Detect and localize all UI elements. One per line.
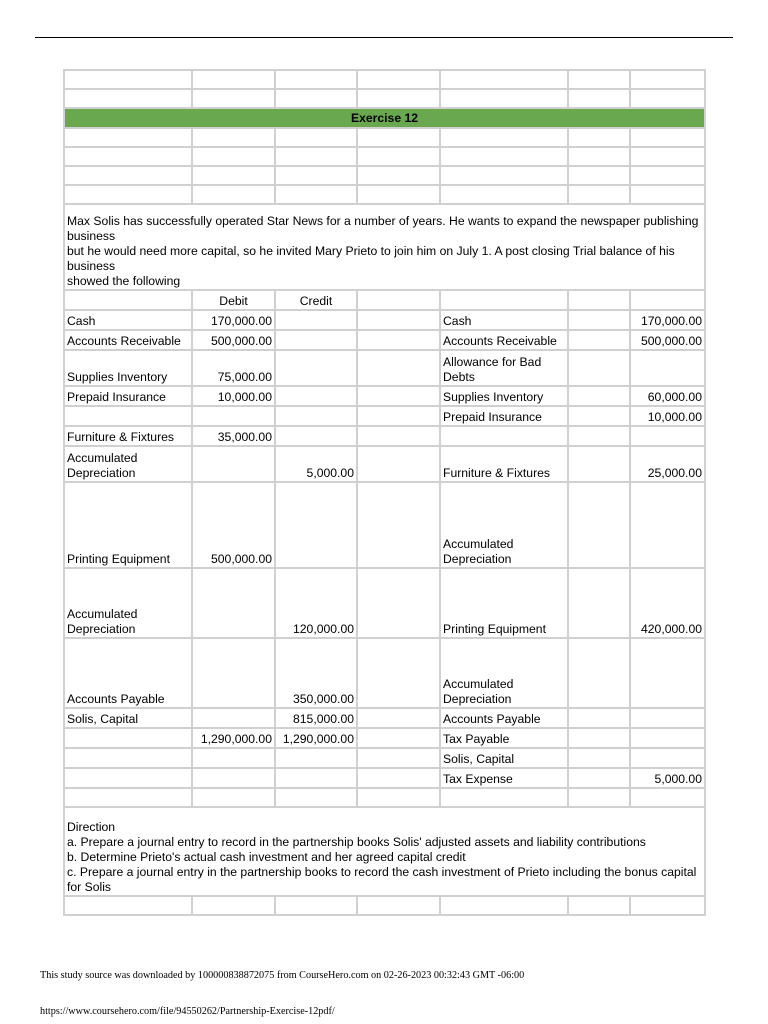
- left-debit-cell[interactable]: [192, 446, 275, 482]
- table-row: [64, 446, 705, 482]
- left-debit-cell[interactable]: 35,000.00: [192, 426, 275, 446]
- right-amount-cell[interactable]: 10,000.00: [630, 406, 705, 426]
- left-account-cell[interactable]: Printing Equipment: [64, 482, 192, 568]
- empty-cell[interactable]: [568, 896, 630, 915]
- table-row: [64, 330, 705, 350]
- empty-cell[interactable]: [568, 166, 630, 185]
- left-debit-cell[interactable]: [192, 638, 275, 708]
- empty-cell[interactable]: [357, 748, 440, 768]
- table-row: [64, 204, 705, 290]
- left-credit-cell[interactable]: 815,000.00: [275, 708, 357, 728]
- left-account-cell[interactable]: Cash: [64, 310, 192, 330]
- empty-cell[interactable]: [568, 788, 630, 807]
- direction-item: a. Prepare a journal entry to record in the partnership books Solis' adjusted assets and liability contributions: [67, 835, 646, 849]
- intro-line: but he would need more capital, so he invited Mary Prieto to join him on July 1. A post closing Trial balance of his business: [67, 244, 675, 273]
- empty-cell[interactable]: [192, 896, 275, 915]
- empty-cell[interactable]: [568, 386, 630, 406]
- empty-cell[interactable]: [568, 446, 630, 482]
- left-credit-cell[interactable]: [275, 386, 357, 406]
- right-account-cell[interactable]: Solis, Capital: [440, 748, 568, 768]
- right-account-cell[interactable]: Accounts Payable: [440, 708, 568, 728]
- empty-cell[interactable]: [64, 896, 192, 915]
- table-row: [64, 748, 705, 768]
- direction-item: b. Determine Prieto's actual cash investment and her agreed capital credit: [67, 850, 466, 864]
- empty-cell[interactable]: [357, 708, 440, 728]
- left-credit-cell[interactable]: 350,000.00: [275, 638, 357, 708]
- empty-cell[interactable]: [630, 166, 705, 185]
- table-row: [64, 386, 705, 406]
- table-row: [64, 708, 705, 728]
- empty-cell[interactable]: [568, 330, 630, 350]
- left-account-cell[interactable]: Accounts Receivable: [64, 330, 192, 350]
- left-account-cell[interactable]: Accounts Payable: [64, 638, 192, 708]
- empty-cell[interactable]: [357, 89, 440, 108]
- top-rule: [35, 37, 733, 38]
- empty-cell[interactable]: [192, 147, 275, 166]
- right-amount-cell[interactable]: 420,000.00: [630, 568, 705, 638]
- empty-cell[interactable]: [357, 638, 440, 708]
- right-amount-cell[interactable]: 500,000.00: [630, 330, 705, 350]
- right-account-cell[interactable]: Accumulated Depreciation: [440, 638, 568, 708]
- right-amount-cell[interactable]: 25,000.00: [630, 446, 705, 482]
- right-amount-cell[interactable]: [630, 482, 705, 568]
- empty-cell[interactable]: [357, 290, 440, 310]
- right-account-cell[interactable]: Cash: [440, 310, 568, 330]
- directions-paragraph[interactable]: [64, 807, 705, 896]
- right-account-cell[interactable]: Accounts Receivable: [440, 330, 568, 350]
- left-debit-cell[interactable]: 500,000.00: [192, 330, 275, 350]
- left-debit-cell[interactable]: [192, 568, 275, 638]
- left-credit-cell[interactable]: 120,000.00: [275, 568, 357, 638]
- left-account-cell[interactable]: Prepaid Insurance: [64, 386, 192, 406]
- empty-cell[interactable]: [568, 147, 630, 166]
- empty-cell[interactable]: [64, 70, 192, 89]
- table-row: [64, 290, 705, 310]
- empty-cell[interactable]: [630, 896, 705, 915]
- right-account-cell[interactable]: [440, 426, 568, 446]
- left-account-cell[interactable]: Accumulated Depreciation: [64, 446, 192, 482]
- empty-cell[interactable]: [630, 185, 705, 204]
- table-row: [64, 185, 705, 204]
- empty-cell[interactable]: [568, 638, 630, 708]
- left-credit-cell[interactable]: [275, 350, 357, 386]
- table-row: [64, 147, 705, 166]
- empty-cell[interactable]: [275, 147, 357, 166]
- empty-cell[interactable]: [357, 426, 440, 446]
- table-row: [64, 350, 705, 386]
- exercise-title[interactable]: Exercise 12: [64, 108, 705, 128]
- right-account-cell[interactable]: Prepaid Insurance: [440, 406, 568, 426]
- source-url[interactable]: https://www.coursehero.com/file/94550262/Partnership-Exercise-12pdf/: [40, 1006, 335, 1017]
- empty-cell[interactable]: [440, 128, 568, 147]
- empty-cell[interactable]: [568, 70, 630, 89]
- right-amount-cell[interactable]: [630, 728, 705, 748]
- direction-item: c. Prepare a journal entry in the partnership books to record the cash investment of Prieto including the bonus capital for Solis: [67, 865, 697, 894]
- left-account-cell[interactable]: [64, 768, 192, 788]
- empty-cell[interactable]: [630, 128, 705, 147]
- left-debit-cell[interactable]: 170,000.00: [192, 310, 275, 330]
- empty-cell[interactable]: [568, 568, 630, 638]
- empty-cell[interactable]: [357, 166, 440, 185]
- empty-cell[interactable]: [568, 406, 630, 426]
- table-row: [64, 89, 705, 108]
- left-credit-cell[interactable]: [275, 330, 357, 350]
- empty-cell[interactable]: [192, 185, 275, 204]
- left-debit-cell[interactable]: [192, 406, 275, 426]
- table-row: [64, 896, 705, 915]
- table-row: [64, 568, 705, 638]
- empty-cell[interactable]: [357, 310, 440, 330]
- empty-cell[interactable]: [440, 185, 568, 204]
- empty-cell[interactable]: [192, 166, 275, 185]
- empty-cell[interactable]: [64, 89, 192, 108]
- left-credit-cell[interactable]: 5,000.00: [275, 446, 357, 482]
- empty-cell[interactable]: [357, 788, 440, 807]
- left-debit-cell[interactable]: 10,000.00: [192, 386, 275, 406]
- spreadsheet-table: [63, 69, 706, 916]
- empty-cell[interactable]: [568, 89, 630, 108]
- left-account-cell[interactable]: Solis, Capital: [64, 708, 192, 728]
- empty-cell[interactable]: [440, 788, 568, 807]
- right-amount-cell[interactable]: [630, 638, 705, 708]
- intro-paragraph[interactable]: [64, 204, 705, 290]
- empty-cell[interactable]: [630, 89, 705, 108]
- right-amount-cell[interactable]: [630, 748, 705, 768]
- left-credit-cell[interactable]: 1,290,000.00: [275, 728, 357, 748]
- right-amount-cell[interactable]: [630, 350, 705, 386]
- debit-header[interactable]: Debit: [192, 290, 275, 310]
- empty-cell[interactable]: [440, 89, 568, 108]
- table-row: [64, 70, 705, 89]
- empty-cell[interactable]: [630, 70, 705, 89]
- empty-cell[interactable]: [357, 406, 440, 426]
- empty-cell[interactable]: [275, 166, 357, 185]
- empty-cell[interactable]: [357, 350, 440, 386]
- table-row: [64, 426, 705, 446]
- empty-cell[interactable]: [64, 166, 192, 185]
- empty-cell[interactable]: [357, 446, 440, 482]
- empty-cell[interactable]: [357, 768, 440, 788]
- right-amount-cell[interactable]: [630, 426, 705, 446]
- empty-cell[interactable]: [440, 896, 568, 915]
- empty-cell[interactable]: [440, 147, 568, 166]
- left-credit-cell[interactable]: [275, 482, 357, 568]
- table-row: [64, 166, 705, 185]
- empty-cell[interactable]: [357, 482, 440, 568]
- left-debit-cell[interactable]: 1,290,000.00: [192, 728, 275, 748]
- left-account-cell[interactable]: Supplies Inventory: [64, 350, 192, 386]
- empty-cell[interactable]: [64, 128, 192, 147]
- empty-cell[interactable]: [440, 70, 568, 89]
- credit-header[interactable]: Credit: [275, 290, 357, 310]
- empty-cell[interactable]: [192, 788, 275, 807]
- empty-cell[interactable]: [275, 70, 357, 89]
- right-account-cell[interactable]: Tax Payable: [440, 728, 568, 748]
- empty-cell[interactable]: [630, 290, 705, 310]
- empty-cell[interactable]: [64, 147, 192, 166]
- right-account-cell[interactable]: Supplies Inventory: [440, 386, 568, 406]
- empty-cell[interactable]: [275, 896, 357, 915]
- empty-cell[interactable]: [357, 728, 440, 748]
- right-account-cell[interactable]: Allowance for Bad Debts: [440, 350, 568, 386]
- empty-cell[interactable]: [440, 290, 568, 310]
- empty-cell[interactable]: [192, 89, 275, 108]
- empty-cell[interactable]: [568, 310, 630, 330]
- empty-cell[interactable]: [568, 426, 630, 446]
- empty-cell[interactable]: [192, 128, 275, 147]
- table-row: [64, 310, 705, 330]
- right-account-cell[interactable]: Furniture & Fixtures: [440, 446, 568, 482]
- right-amount-cell[interactable]: 5,000.00: [630, 768, 705, 788]
- empty-cell[interactable]: [357, 896, 440, 915]
- empty-cell[interactable]: [630, 147, 705, 166]
- left-debit-cell[interactable]: 75,000.00: [192, 350, 275, 386]
- empty-cell[interactable]: [568, 185, 630, 204]
- table-row: [64, 728, 705, 748]
- direction-heading: Direction: [67, 820, 116, 834]
- left-debit-cell[interactable]: [192, 768, 275, 788]
- left-account-cell[interactable]: [64, 748, 192, 768]
- empty-cell[interactable]: [275, 788, 357, 807]
- table-row: [64, 108, 705, 128]
- empty-cell[interactable]: [568, 728, 630, 748]
- left-credit-cell[interactable]: [275, 426, 357, 446]
- table-row: [64, 406, 705, 426]
- left-credit-cell[interactable]: [275, 748, 357, 768]
- left-debit-cell[interactable]: [192, 708, 275, 728]
- intro-line: showed the following: [67, 274, 181, 288]
- left-account-cell[interactable]: Accumulated Depreciation: [64, 568, 192, 638]
- left-credit-cell[interactable]: [275, 768, 357, 788]
- table-row: [64, 807, 705, 896]
- empty-cell[interactable]: [64, 290, 192, 310]
- empty-cell[interactable]: [64, 788, 192, 807]
- right-amount-cell[interactable]: 60,000.00: [630, 386, 705, 406]
- empty-cell[interactable]: [357, 185, 440, 204]
- intro-line: Max Solis has successfully operated Star News for a number of years. He wants to expand the newspaper publishing business: [67, 214, 699, 243]
- empty-cell[interactable]: [192, 70, 275, 89]
- empty-cell[interactable]: [568, 290, 630, 310]
- left-credit-cell[interactable]: [275, 406, 357, 426]
- right-account-cell[interactable]: Printing Equipment: [440, 568, 568, 638]
- empty-cell[interactable]: [568, 708, 630, 728]
- table-row: [64, 128, 705, 147]
- right-amount-cell[interactable]: [630, 708, 705, 728]
- right-account-cell[interactable]: Tax Expense: [440, 768, 568, 788]
- left-credit-cell[interactable]: [275, 310, 357, 330]
- left-account-cell[interactable]: [64, 406, 192, 426]
- right-amount-cell[interactable]: 170,000.00: [630, 310, 705, 330]
- table-row: [64, 788, 705, 807]
- empty-cell[interactable]: [357, 70, 440, 89]
- table-row: [64, 638, 705, 708]
- download-notice: This study source was downloaded by 100000838872075 from CourseHero.com on 02-26-2023 00:32:43 GMT -06:00: [40, 970, 525, 981]
- empty-cell[interactable]: [568, 768, 630, 788]
- empty-cell[interactable]: [568, 128, 630, 147]
- right-account-cell[interactable]: Accumulated Depreciation: [440, 482, 568, 568]
- empty-cell[interactable]: [568, 350, 630, 386]
- table-row: [64, 768, 705, 788]
- empty-cell[interactable]: [630, 788, 705, 807]
- empty-cell[interactable]: [64, 185, 192, 204]
- empty-cell[interactable]: [357, 386, 440, 406]
- left-debit-cell[interactable]: [192, 748, 275, 768]
- empty-cell[interactable]: [357, 330, 440, 350]
- empty-cell[interactable]: [440, 166, 568, 185]
- empty-cell[interactable]: [275, 185, 357, 204]
- left-account-cell[interactable]: [64, 728, 192, 748]
- empty-cell[interactable]: [568, 748, 630, 768]
- empty-cell[interactable]: [568, 482, 630, 568]
- left-debit-cell[interactable]: 500,000.00: [192, 482, 275, 568]
- empty-cell[interactable]: [357, 128, 440, 147]
- empty-cell[interactable]: [357, 147, 440, 166]
- table-row: [64, 482, 705, 568]
- left-account-cell[interactable]: Furniture & Fixtures: [64, 426, 192, 446]
- empty-cell[interactable]: [357, 568, 440, 638]
- empty-cell[interactable]: [275, 128, 357, 147]
- empty-cell[interactable]: [275, 89, 357, 108]
